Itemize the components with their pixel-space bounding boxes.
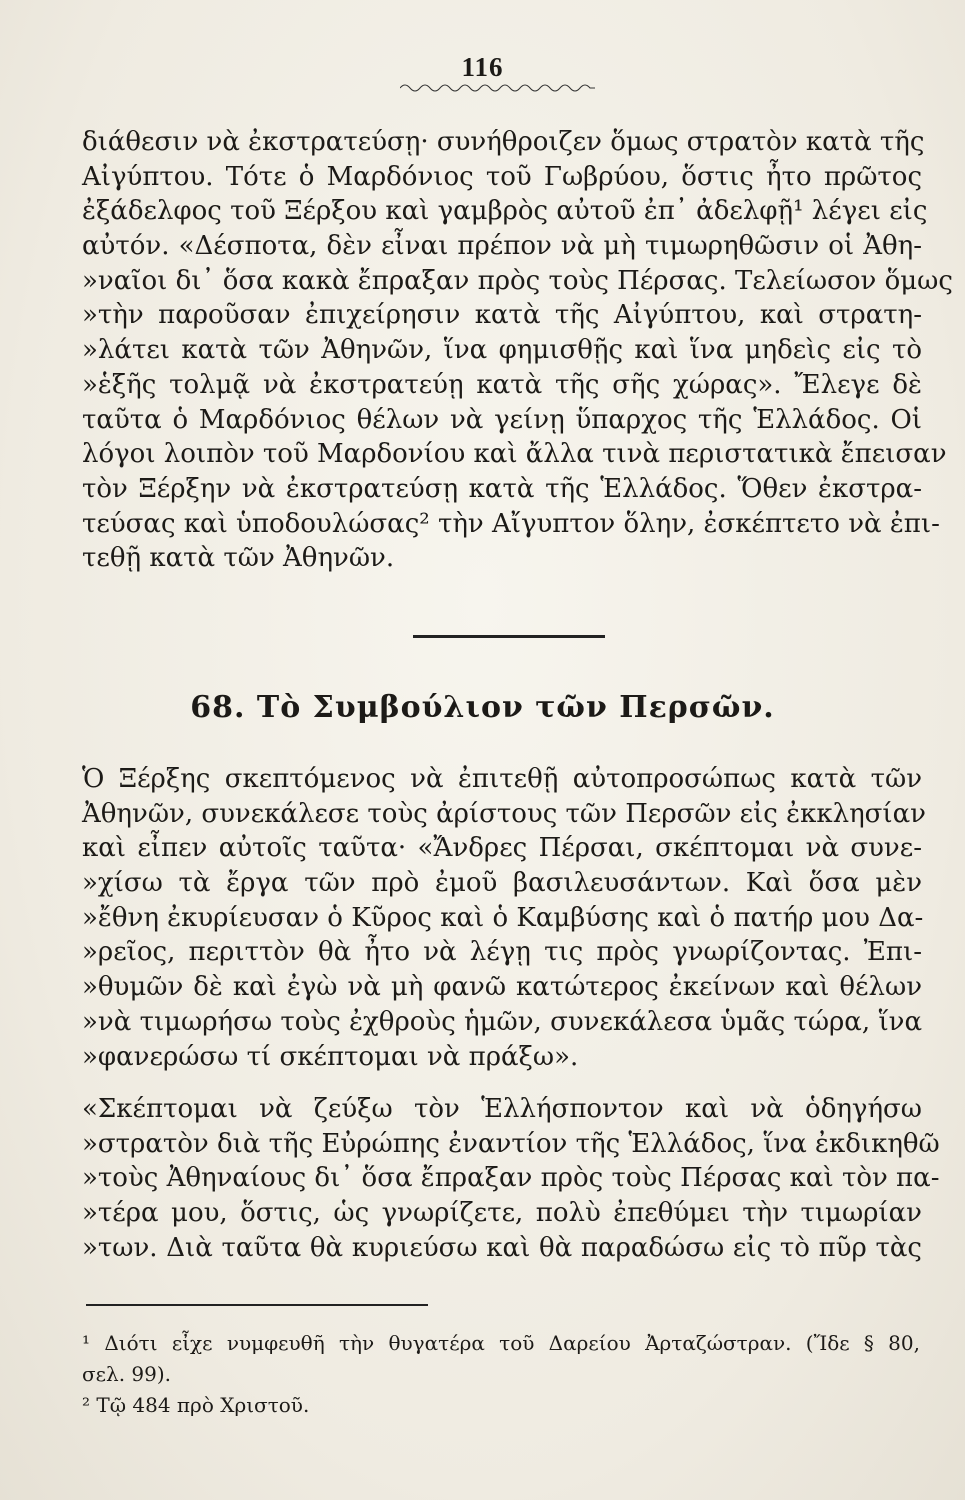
footnote-divider	[86, 1304, 428, 1306]
page-number: 116	[461, 52, 504, 82]
text-line: »τὴν παροῦσαν ἐπιχείρησιν κατὰ τῆς Αἰγύπτου, καὶ στρατη-	[82, 300, 922, 331]
footnote-line: σελ. 99).	[82, 1362, 172, 1386]
text-line: »ναῖοι δι᾽ ὅσα κακὰ ἔπραξαν πρὸς τοὺς Πέρσας. Τελείωσον ὅμως	[82, 265, 953, 296]
text-line: »θυμῶν δὲ καὶ ἐγὼ νὰ μὴ φανῶ κατώτερος ἐκείνων καὶ θέλων	[82, 972, 922, 1003]
footnote-line: ² Τῷ 484 πρὸ Χριστοῦ.	[82, 1393, 310, 1417]
paragraph-continuation	[82, 125, 953, 576]
text-line: »νὰ τιμωρήσω τοὺς ἐχθροὺς ἡμῶν, συνεκάλεσα ὑμᾶς τώρα, ἵνα	[82, 1006, 922, 1037]
text-line: »ρεῖος, περιττὸν θὰ ἦτο νὰ λέγῃ τις πρὸς γνωρίζοντας. Ἐπι-	[82, 937, 922, 968]
wavy-ornament	[400, 82, 595, 94]
text-line: »φανερώσω τί σκέπτομαι νὰ πράξω».	[82, 1041, 579, 1072]
text-line: Ὁ Ξέρξης σκεπτόμενος νὰ ἐπιτεθῇ αὐτοπροσώπως κατὰ τῶν	[82, 764, 922, 794]
text-line: »των. Διὰ ταῦτα θὰ κυριεύσω καὶ θὰ παραδώσω εἰς τὸ πῦρ τὰς	[82, 1232, 922, 1263]
text-line: αὐτόν. «Δέσποτα, δὲν εἶναι πρέπον νὰ μὴ τιμωρηθῶσιν οἱ Ἀθη-	[82, 231, 922, 262]
text-line: καὶ εἶπεν αὐτοῖς ταῦτα· «Ἄνδρες Πέρσαι, σκέπτομαι νὰ συνε-	[82, 833, 922, 864]
text-line: τὸν Ξέρξην νὰ ἐκστρατεύσῃ κατὰ τῆς Ἑλλάδος. Ὅθεν ἐκστρα-	[82, 473, 922, 504]
text-line: τεθῇ κατὰ τῶν Ἀθηνῶν.	[82, 543, 395, 574]
section-divider	[413, 635, 605, 638]
section-heading: 68. Τὸ Συμβούλιον τῶν Περσῶν.	[190, 690, 775, 725]
text-line: διάθεσιν νὰ ἐκστρατεύσῃ· συνήθροιζεν ὅμως στρατὸν κατὰ τῆς	[82, 127, 925, 157]
paragraph-xerxes-speech	[82, 762, 926, 1074]
text-line: λόγοι λοιπὸν τοῦ Μαρδονίου καὶ ἄλλα τινὰ περιστατικὰ ἔπεισαν	[82, 439, 947, 470]
text-line: »λάτει κατὰ τῶν Ἀθηνῶν, ἵνα φημισθῇς καὶ ἵνα μηδεὶς εἰς τὸ	[82, 335, 922, 366]
text-line: »στρατὸν διὰ τῆς Εὐρώπης ἐναντίον τῆς Ἑλλάδος, ἵνα ἐκδικηθῶ	[82, 1128, 940, 1159]
paragraph-hellespont	[82, 1092, 940, 1265]
text-line: Αἰγύπτου. Τότε ὁ Μαρδόνιος τοῦ Γωβρύου, ὅστις ἦτο πρῶτος	[82, 161, 922, 192]
footnote-line: ¹ Διότι εἶχε νυμφευθῆ τὴν θυγατέρα τοῦ Δαρείου Ἀρταζώστραν. (Ἴδε § 80,	[82, 1331, 920, 1355]
text-line: «Σκέπτομαι νὰ ζεύξω τὸν Ἑλλήσποντον καὶ νὰ ὁδηγήσω	[82, 1094, 922, 1124]
text-line: »χίσω τὰ ἔργα τῶν πρὸ ἐμοῦ βασιλευσάντων. Καὶ ὅσα μὲν	[82, 868, 922, 899]
text-line: Ἀθηνῶν, συνεκάλεσε τοὺς ἀρίστους τῶν Περσῶν εἰς ἐκκλησίαν	[82, 798, 926, 829]
text-line: ταῦτα ὁ Μαρδόνιος θέλων νὰ γείνῃ ὕπαρχος τῆς Ἑλλάδος. Οἱ	[82, 404, 922, 435]
text-line: »ἑξῆς τολμᾷ νὰ ἐκστρατεύῃ κατὰ τῆς σῆς χώρας». Ἔλεγε δὲ	[82, 369, 922, 400]
text-line: »ἔθνη ἐκυρίευσαν ὁ Κῦρος καὶ ὁ Καμβύσης καὶ ὁ πατήρ μου Δα-	[82, 902, 924, 933]
text-line: ἐξάδελφος τοῦ Ξέρξου καὶ γαμβρὸς αὐτοῦ ἐπ᾽ ἀδελφῇ¹ λέγει εἰς	[82, 196, 928, 227]
text-line: »τοὺς Ἀθηναίους δι᾽ ὅσα ἔπραξαν πρὸς τοὺς Πέρσας καὶ τὸν πα-	[82, 1163, 940, 1194]
footnotes	[82, 1328, 920, 1421]
text-line: »τέρα μου, ὅστις, ὡς γνωρίζετε, πολὺ ἐπεθύμει τὴν τιμωρίαν	[82, 1198, 922, 1229]
text-line: τεύσας καὶ ὑποδουλώσας² τὴν Αἴγυπτον ὅλην, ἐσκέπτετο νὰ ἐπι-	[82, 508, 940, 539]
